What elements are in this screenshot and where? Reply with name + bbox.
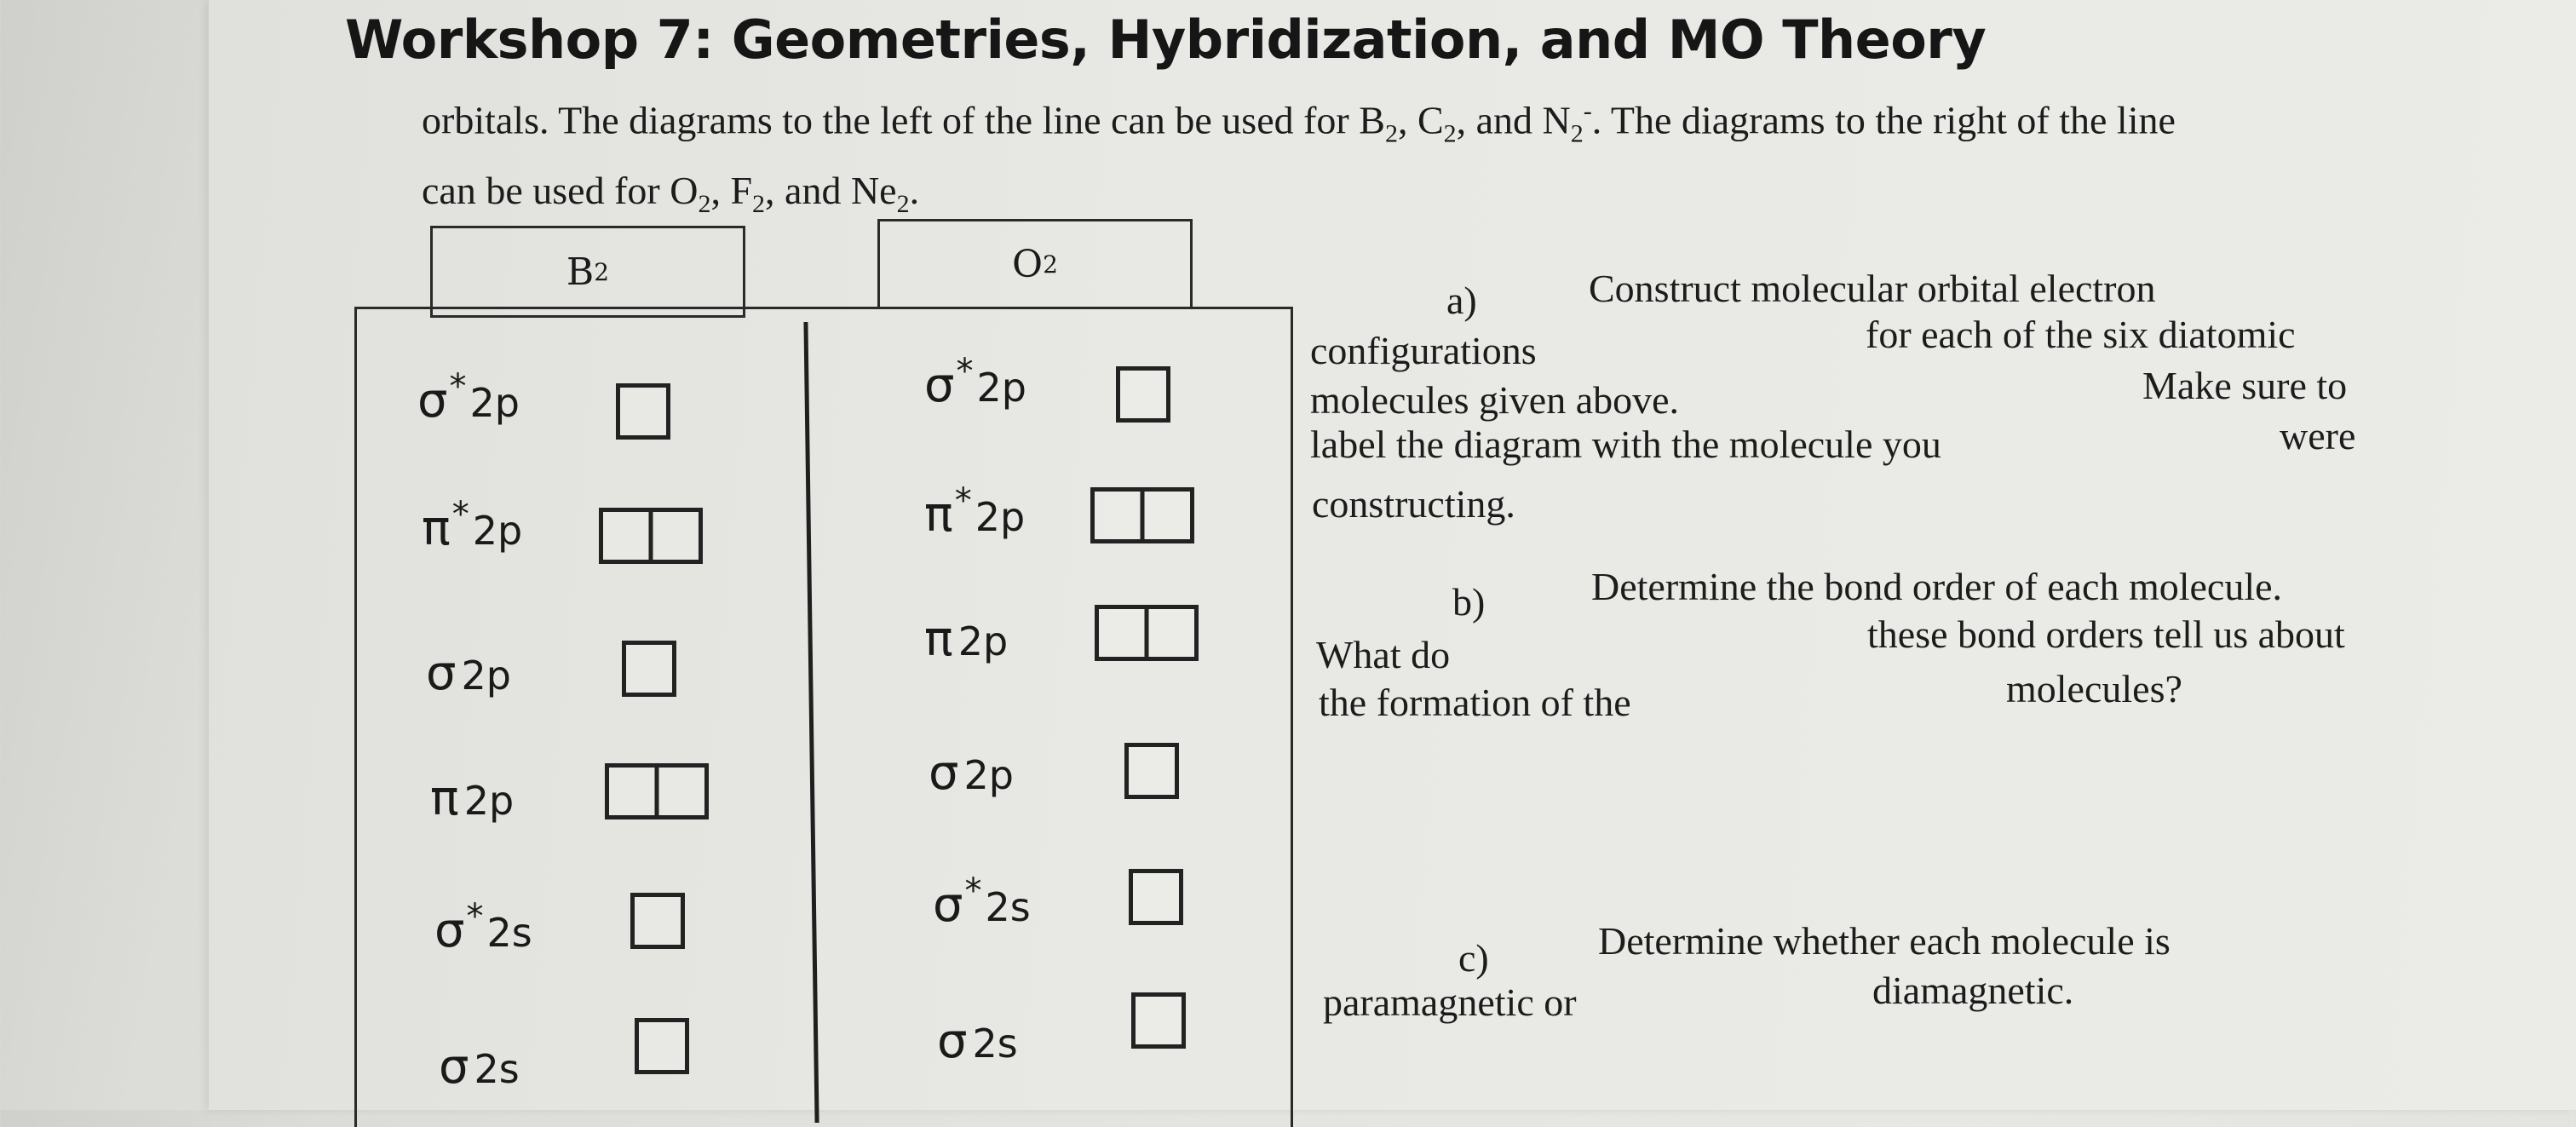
question-c-letter: c) [1458, 936, 1489, 980]
right-pi-star-2p-boxes[interactable] [1090, 487, 1194, 543]
right-sigma-2p-box[interactable] [1124, 743, 1179, 799]
question-c-line-2a: paramagnetic or [1323, 980, 1577, 1024]
right-sigma-star-2p-box[interactable] [1116, 366, 1170, 423]
molecule-label-box-right[interactable]: O 2 [877, 219, 1193, 309]
worksheet-title: Workshop 7: Geometries, Hybridization, and MO Theory [345, 9, 1987, 71]
question-a-line-4a: label the diagram with the molecule you [1310, 423, 1941, 466]
question-a-line-2b: for each of the six diatomic [1866, 313, 2296, 356]
left-pi-star-2p-boxes[interactable] [599, 508, 703, 564]
right-sigma-star-2s-box[interactable] [1129, 869, 1183, 925]
question-b-line-2b: these bond orders tell us about [1867, 612, 2345, 656]
right-orbital-label-pi-star-2p: π*2p [924, 481, 1026, 543]
right-pi-2p-boxes[interactable] [1095, 605, 1199, 661]
question-a-line-3a: molecules given above. [1310, 378, 1680, 422]
right-orbital-label-sigma-star-2p: σ*2p [924, 352, 1026, 413]
question-b-line-3b: molecules? [2006, 667, 2182, 710]
question-c-line-1: Determine whether each molecule is [1598, 919, 2171, 963]
question-b-letter: b) [1452, 580, 1486, 624]
right-orbital-label-sigma-2p: σ 2p [929, 745, 1014, 801]
left-sigma-star-2p-box[interactable] [616, 383, 670, 440]
question-a-line-5: constructing. [1312, 482, 1515, 526]
left-orbital-label-pi-star-2p: π*2p [422, 495, 523, 556]
left-sigma-2p-box[interactable] [622, 641, 676, 697]
question-a-letter: a) [1446, 279, 1477, 322]
question-a-line-3b: Make sure to [2142, 364, 2348, 407]
question-b-line-3a: the formation of the [1319, 681, 1631, 724]
left-orbital-label-sigma-star-2p: σ*2p [417, 367, 520, 428]
left-sigma-star-2s-box[interactable] [630, 893, 685, 949]
molecule-label-box-left[interactable]: B 2 [430, 226, 745, 318]
intro-line-2: can be used for $O_2$, $F_2$, and $Ne_2$. [422, 169, 920, 219]
right-orbital-label-sigma-star-2s: σ*2s [933, 871, 1031, 933]
question-b-line-2a: What do [1316, 633, 1451, 676]
intro-line-1: orbitals. The diagrams to the left of the line can be used for $B_2$, $C_2$, and $N_2^-$. The diagrams to the right of the line [422, 97, 2176, 148]
question-a-line-4b: were [2280, 414, 2356, 457]
right-orbital-label-pi-2p: π 2p [924, 612, 1009, 667]
right-sigma-2s-box[interactable] [1131, 992, 1186, 1049]
left-orbital-label-pi-2p: π 2p [430, 771, 515, 826]
left-pi-2p-boxes[interactable] [605, 763, 709, 819]
question-a-line-1: Construct molecular orbital electron [1589, 267, 2156, 310]
right-orbital-label-sigma-2s: σ 2s [937, 1014, 1018, 1069]
question-c-line-2b: diamagnetic. [1872, 969, 2074, 1012]
left-orbital-label-sigma-star-2s: σ*2s [434, 897, 532, 958]
left-orbital-label-sigma-2p: σ 2p [426, 646, 511, 701]
question-a-line-2a: configurations [1310, 329, 1537, 372]
question-b-line-1: Determine the bond order of each molecule. [1591, 565, 2283, 608]
left-orbital-label-sigma-2s: σ 2s [439, 1039, 520, 1095]
left-sigma-2s-box[interactable] [635, 1018, 689, 1074]
